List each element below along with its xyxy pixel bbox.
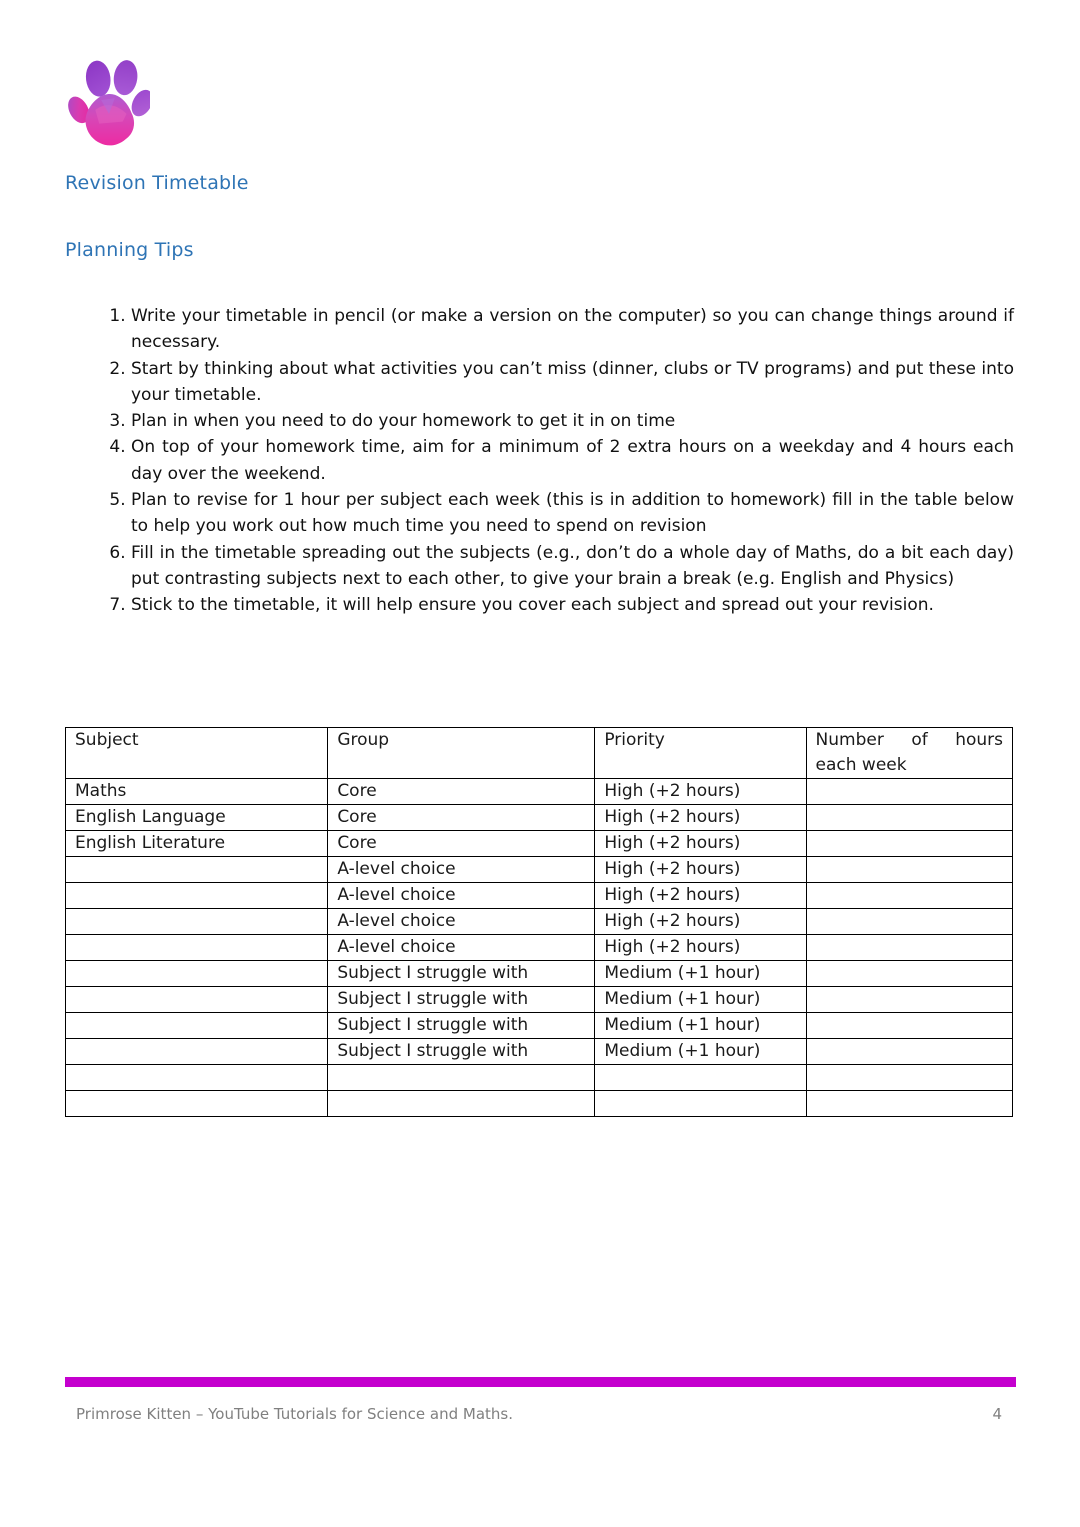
cell-priority: High (+2 hours): [595, 831, 806, 857]
section-title-planning-tips: Planning Tips: [65, 239, 194, 261]
tip-item: 7. Stick to the timetable, it will help ensure you cover each subject and spread out your revision.: [131, 592, 1014, 618]
table-row: [66, 987, 1013, 1013]
cell-priority: [595, 1091, 806, 1117]
footer: [76, 1404, 1002, 1424]
cell-priority: Medium (+1 hour): [595, 1039, 806, 1065]
cell-subject: [66, 1039, 328, 1065]
cell-subject: [66, 961, 328, 987]
cell-hours: [806, 1065, 1012, 1091]
tip-item: 1. Write your timetable in pencil (or make a version on the computer) so you can change things around if necessary.: [131, 303, 1014, 356]
table-body: [66, 779, 1013, 1117]
cell-group: A-level choice: [328, 857, 595, 883]
table-row: [66, 805, 1013, 831]
cell-group: A-level choice: [328, 883, 595, 909]
column-header-hours: Number of hours each week: [806, 728, 1012, 779]
cell-hours: [806, 935, 1012, 961]
cell-priority: High (+2 hours): [595, 779, 806, 805]
cell-hours: [806, 909, 1012, 935]
cell-subject: [66, 857, 328, 883]
cell-hours: [806, 1013, 1012, 1039]
table-row: [66, 935, 1013, 961]
cell-priority: High (+2 hours): [595, 857, 806, 883]
column-header-subject: Subject: [66, 728, 328, 779]
cell-hours: [806, 779, 1012, 805]
table-row: [66, 883, 1013, 909]
cell-group: Subject I struggle with: [328, 987, 595, 1013]
cell-priority: Medium (+1 hour): [595, 961, 806, 987]
cell-subject: [66, 1013, 328, 1039]
cell-subject: [66, 909, 328, 935]
cell-hours: [806, 1039, 1012, 1065]
cell-subject: English Literature: [66, 831, 328, 857]
cell-group: Subject I struggle with: [328, 1039, 595, 1065]
cell-priority: High (+2 hours): [595, 909, 806, 935]
page-title: Revision Timetable: [65, 172, 249, 194]
cell-hours: [806, 831, 1012, 857]
table-row: [66, 1013, 1013, 1039]
cell-hours: [806, 805, 1012, 831]
cell-group: Core: [328, 779, 595, 805]
tip-item: 4. On top of your homework time, aim for a minimum of 2 extra hours on a weekday and 4 hours each day over the weekend.: [131, 434, 1014, 487]
cell-subject: [66, 883, 328, 909]
tip-item: 5. Plan to revise for 1 hour per subject each week (this is in addition to homework) fill in the table below to help you work out how much time you need to spend on revision: [131, 487, 1014, 540]
page-number: 4: [992, 1405, 1002, 1423]
table-row: [66, 1065, 1013, 1091]
cell-priority: High (+2 hours): [595, 883, 806, 909]
cell-hours: [806, 857, 1012, 883]
cell-subject: Maths: [66, 779, 328, 805]
planning-tips-list: [97, 303, 1014, 619]
paw-print-logo: [66, 58, 150, 154]
tip-item: 6. Fill in the timetable spreading out the subjects (e.g., don’t do a whole day of Maths, do a bit each day) put contrasting subjects next to each other, to give your brain a break (e.g. English and Physics): [131, 540, 1014, 593]
cell-group: [328, 1091, 595, 1117]
cell-priority: Medium (+1 hour): [595, 1013, 806, 1039]
cell-subject: [66, 1091, 328, 1117]
tip-item: 3. Plan in when you need to do your homework to get it in on time: [131, 408, 1014, 434]
table-row: [66, 857, 1013, 883]
cell-priority: High (+2 hours): [595, 805, 806, 831]
cell-priority: Medium (+1 hour): [595, 987, 806, 1013]
cell-group: A-level choice: [328, 935, 595, 961]
cell-priority: High (+2 hours): [595, 935, 806, 961]
tip-item: 2. Start by thinking about what activities you can’t miss (dinner, clubs or TV programs) and put these into your timetable.: [131, 356, 1014, 409]
table-row: [66, 1039, 1013, 1065]
table-row: [66, 779, 1013, 805]
table-row: [66, 831, 1013, 857]
cell-hours: [806, 961, 1012, 987]
column-header-priority: Priority: [595, 728, 806, 779]
cell-group: [328, 1065, 595, 1091]
cell-group: Core: [328, 805, 595, 831]
cell-subject: English Language: [66, 805, 328, 831]
cell-group: A-level choice: [328, 909, 595, 935]
cell-subject: [66, 1065, 328, 1091]
cell-subject: [66, 987, 328, 1013]
cell-priority: [595, 1065, 806, 1091]
cell-hours: [806, 883, 1012, 909]
table-row: [66, 909, 1013, 935]
footer-accent-bar: [65, 1377, 1016, 1387]
cell-group: Core: [328, 831, 595, 857]
cell-subject: [66, 935, 328, 961]
revision-table: [65, 727, 1013, 1117]
cell-hours: [806, 987, 1012, 1013]
cell-group: Subject I struggle with: [328, 1013, 595, 1039]
table-row: [66, 1091, 1013, 1117]
footer-text: Primrose Kitten – YouTube Tutorials for Science and Maths.: [76, 1405, 513, 1423]
table-row: [66, 961, 1013, 987]
cell-hours: [806, 1091, 1012, 1117]
column-header-group: Group: [328, 728, 595, 779]
table-header-row: [66, 728, 1013, 779]
cell-group: Subject I struggle with: [328, 961, 595, 987]
